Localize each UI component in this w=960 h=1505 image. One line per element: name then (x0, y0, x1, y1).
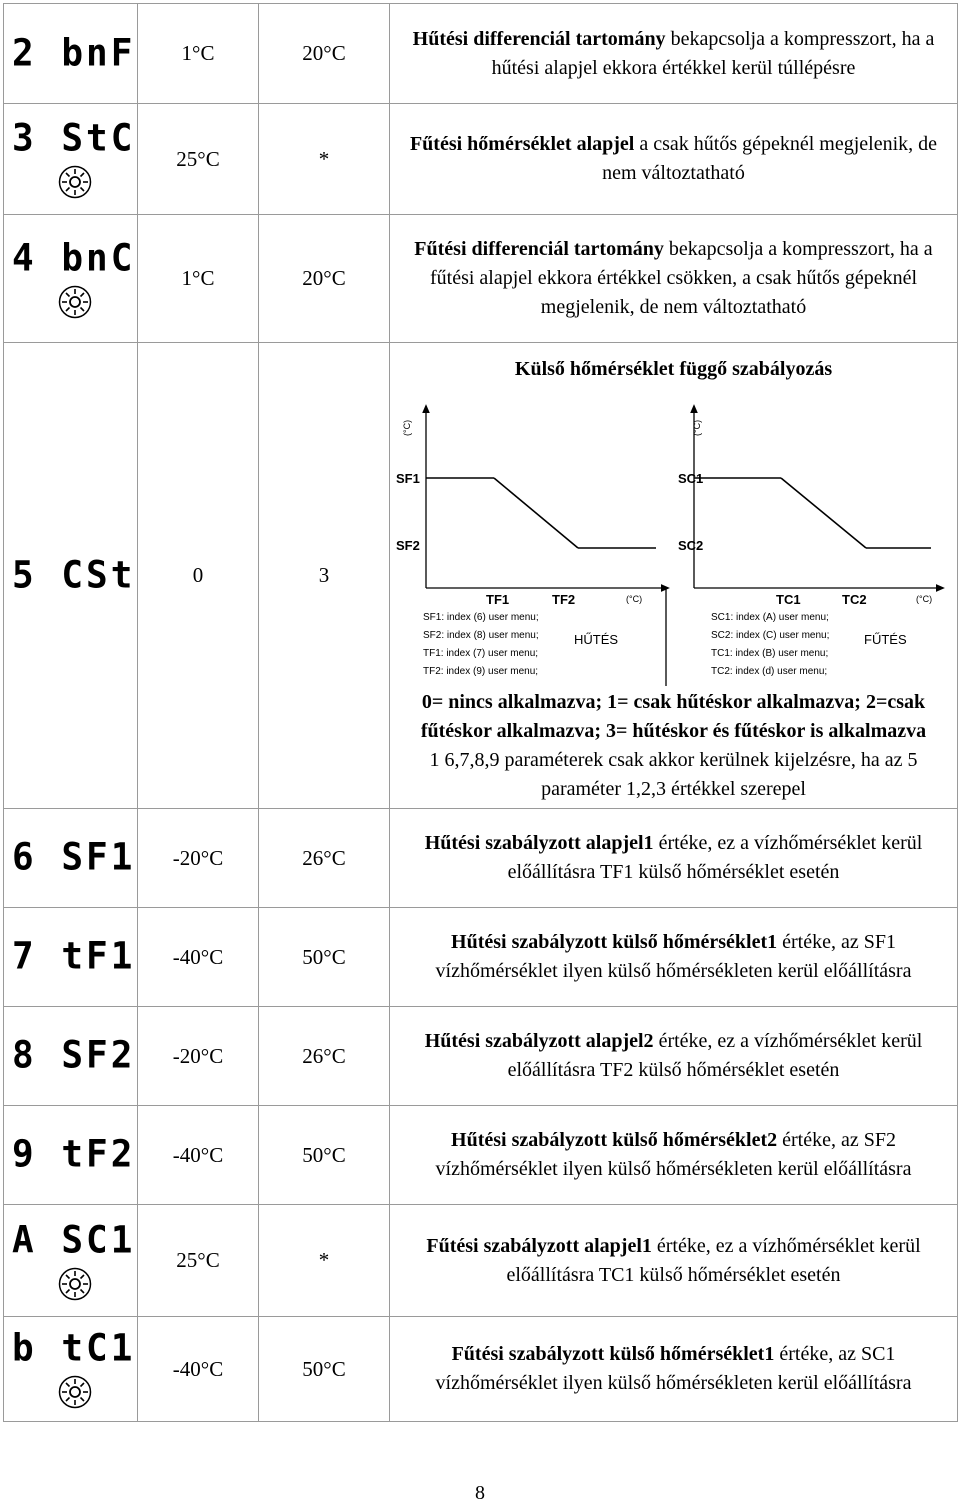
min-value: -20°C (138, 809, 259, 908)
cooling-diagram (396, 408, 666, 677)
max-value: 3 (259, 343, 390, 809)
description (390, 1205, 958, 1317)
description-bold: Hűtési szabályzott külső hőmérséklet2 (451, 1129, 778, 1151)
parameter-code: b tC1 (12, 1326, 136, 1370)
description-text: értéke, ez a vízhőmérséklet kerül előállításra TF2 külső hőmérséklet esetén (507, 1030, 923, 1081)
y-unit-label: (°C) (692, 419, 702, 436)
table-row (4, 4, 958, 104)
table-row (4, 1007, 958, 1106)
table-row (4, 215, 958, 343)
legend-item: SC1: index (A) user menu; (711, 612, 829, 623)
x-label-tc1: TC1 (776, 592, 801, 607)
parameter-code: A SC1 (12, 1218, 136, 1262)
legend-item: TF2: index (9) user menu; (423, 666, 539, 677)
description (390, 1106, 958, 1205)
min-value: 1°C (138, 4, 259, 104)
max-value: 50°C (259, 1317, 390, 1422)
table-row (4, 809, 958, 908)
parameter-table (3, 3, 958, 1422)
description-bold: Hűtési szabályzott külső hőmérséklet1 (451, 931, 778, 953)
note-text: 1 6,7,8,9 paraméterek csak akkor kerülnek kijelzésre, ha az 5 paraméter 1,2,3 értékkel szerepel (429, 749, 918, 800)
parameter-code: 8 SF2 (12, 1033, 136, 1077)
description-bold: Fűtési szabályzott alapjel1 (426, 1234, 652, 1257)
description-text: értéke, az SF1 vízhőmérséklet ilyen külső hőmérsékleten kerül előállításra (435, 931, 912, 982)
table-row (4, 908, 958, 1007)
min-value: -40°C (138, 1317, 259, 1422)
x-unit-label: (°C) (916, 594, 933, 604)
curve-segment (781, 478, 866, 548)
regulation-diagram (396, 388, 956, 688)
table-row (4, 343, 958, 809)
legend-item: SF1: index (6) user menu; (423, 612, 539, 623)
max-value: 50°C (259, 908, 390, 1007)
min-value: -40°C (138, 908, 259, 1007)
description-bold: Fűtési szabályzott külső hőmérséklet1 (451, 1343, 775, 1365)
curve-segment (494, 478, 578, 548)
note-bold: 0= nincs alkalmazva; 1= csak hűtéskor alkalmazva; 2=csak fűtéskor alkalmazva; 3= hűtéskor és fűtéskor is alkalmazva (420, 691, 927, 742)
parameter-code: 6 SF1 (12, 835, 136, 879)
min-value: 25°C (138, 104, 259, 215)
max-value: 26°C (259, 809, 390, 908)
legend-item: SC2: index (C) user menu; (711, 630, 830, 641)
y-label-sc2: SC2 (678, 538, 704, 553)
sun-icon (58, 1267, 92, 1301)
max-value: 20°C (259, 215, 390, 343)
description-text: értéke, az SC1 vízhőmérséklet ilyen külső hőmérsékleten kerül előállításra (435, 1343, 912, 1394)
description (390, 4, 958, 104)
min-value: 1°C (138, 215, 259, 343)
description (390, 215, 958, 343)
y-unit-label: (°C) (402, 419, 412, 436)
description-bold: Hűtési differenciál tartomány (412, 27, 666, 50)
description-text: értéke, ez a vízhőmérséklet kerül előállításra TC1 külső hőmérséklet esetén (506, 1234, 921, 1286)
x-label-tf1: TF1 (486, 592, 510, 607)
legend-item: SF2: index (8) user menu; (423, 630, 539, 641)
description (390, 809, 958, 908)
description-bold: Fűtési hőmérséklet alapjel (409, 133, 635, 155)
legend-item: TC1: index (B) user menu; (711, 648, 829, 659)
y-label-sc1: SC1 (678, 471, 704, 486)
description-text: bekapcsolja a kompresszort, ha a fűtési alapjel ekkora értékkel csökken, a csak hűtős gépeknél megjelenik, de nem változtatható (429, 238, 933, 318)
description (390, 104, 958, 215)
description-bold: Hűtési szabályzott alapjel2 (424, 1030, 654, 1052)
table-row (4, 1317, 958, 1422)
max-value: 26°C (259, 1007, 390, 1106)
page-number: 8 (475, 1482, 485, 1504)
description-text: a csak hűtős gépeknél megjelenik, de nem változtatható (602, 133, 938, 184)
y-label-sf1: SF1 (396, 471, 420, 486)
parameter-code: 2 bnF (12, 31, 136, 75)
max-value: * (259, 1205, 390, 1317)
description-text: bekapcsolja a kompresszort, ha a hűtési alapjel ekkora értékkel kerül túllépésre (491, 27, 935, 79)
description (390, 908, 958, 1007)
parameter-code: 3 StC (12, 116, 136, 160)
heating-diagram (666, 408, 941, 686)
sun-icon (58, 1375, 92, 1409)
description (390, 1007, 958, 1106)
min-value: 25°C (138, 1205, 259, 1317)
legend-item: TF1: index (7) user menu; (423, 648, 539, 659)
min-value: -40°C (138, 1106, 259, 1205)
diagram-title: Külső hőmérséklet függő szabályozás (514, 358, 833, 380)
mode-label: HŰTÉS (574, 632, 619, 647)
description (390, 1317, 958, 1422)
description-bold: Hűtési szabályzott alapjel1 (424, 832, 654, 854)
min-value: -20°C (138, 1007, 259, 1106)
description-text: értéke, ez a vízhőmérséklet kerül előállításra TF1 külső hőmérséklet esetén (507, 832, 923, 883)
parameter-code: 7 tF1 (12, 934, 136, 978)
x-unit-label: (°C) (626, 594, 643, 604)
table-row (4, 1205, 958, 1317)
min-value: 0 (138, 343, 259, 809)
mode-label: FŰTÉS (864, 632, 907, 647)
max-value: 50°C (259, 1106, 390, 1205)
parameter-code: 4 bnC (12, 236, 136, 280)
table-row (4, 104, 958, 215)
description (390, 343, 958, 809)
description-bold: Fűtési differenciál tartomány (414, 238, 664, 260)
parameter-code: 5 CSt (12, 553, 136, 597)
x-label-tc2: TC2 (842, 592, 867, 607)
mode-note (396, 688, 951, 804)
max-value: 20°C (259, 4, 390, 104)
x-label-tf2: TF2 (552, 592, 576, 607)
legend-item: TC2: index (d) user menu; (711, 666, 828, 677)
description-text: értéke, az SF2 vízhőmérséklet ilyen külső hőmérsékleten kerül előállításra (435, 1129, 912, 1180)
y-label-sf2: SF2 (396, 538, 420, 553)
sun-icon (58, 165, 92, 199)
parameter-code: 9 tF2 (12, 1132, 136, 1176)
sun-icon (58, 285, 92, 319)
table-row (4, 1106, 958, 1205)
max-value: * (259, 104, 390, 215)
